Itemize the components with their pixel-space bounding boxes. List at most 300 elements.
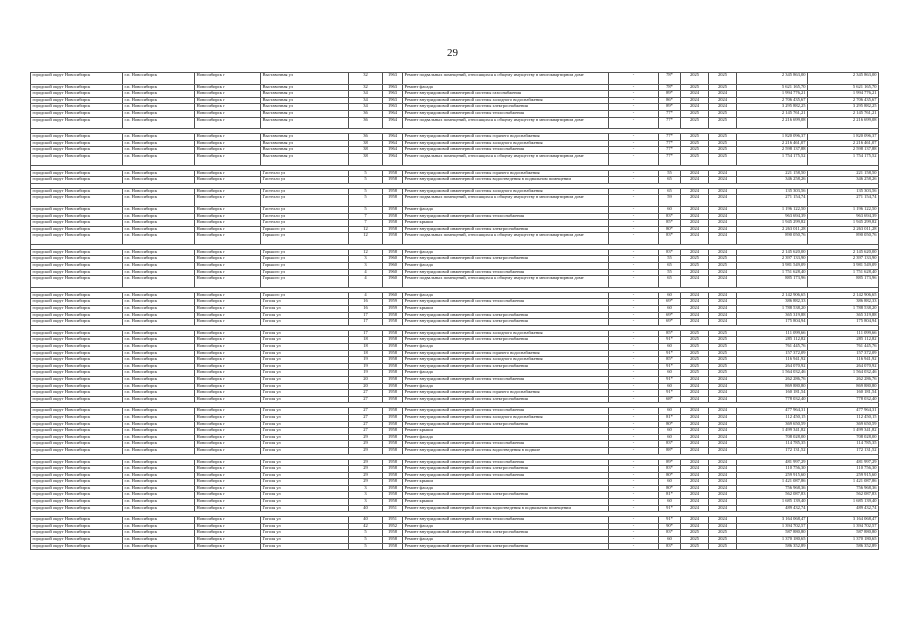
year-built-cell: 1958 <box>383 206 403 213</box>
street-cell: Выставочная ул <box>261 104 349 111</box>
locality-cell: Новосибирск г <box>195 421 261 428</box>
total-cost-cell: 285 112,82 <box>808 337 879 344</box>
cost-cell: 477 964,31 <box>737 408 808 415</box>
locality-cell: Новосибирск г <box>195 249 261 256</box>
work-type-cell: Ремонт подвальных помещений, относящихся к общему имуществу в многоквартирном доме <box>403 73 609 85</box>
cost-cell: 2 598 137,88 <box>737 147 808 154</box>
year-built-cell: 1960 <box>383 256 403 263</box>
cost-cell: 2 345 863,00 <box>737 73 808 85</box>
house-number-cell: 3 <box>349 263 383 270</box>
year-built-cell: 1958 <box>383 213 403 220</box>
table-row <box>31 213 879 220</box>
end-year-cell: 2024 <box>709 376 737 383</box>
house-number-cell: 29 <box>349 479 383 486</box>
total-cost-cell: 1 421 087,86 <box>808 479 879 486</box>
wear-percent-cell: 90* <box>659 523 681 530</box>
locality-cell: Новосибирск г <box>195 357 261 364</box>
year-built-cell: 1958 <box>383 177 403 184</box>
house-number-cell: 5 <box>349 537 383 544</box>
table-row <box>31 414 879 421</box>
table-row <box>31 292 879 299</box>
year-built-cell: 1958 <box>383 492 403 499</box>
locality-cell: Новосибирск г <box>195 485 261 492</box>
cost-cell: 481 997,29 <box>737 459 808 466</box>
settlement-cell: г.п. Новосибирск <box>123 396 195 403</box>
end-year-cell: 2024 <box>709 306 737 313</box>
wear-percent-cell: 60 <box>659 499 681 506</box>
house-number-cell: 3 <box>349 499 383 506</box>
street-cell: Горького ул <box>261 233 349 245</box>
end-year-cell: 2025 <box>709 110 737 117</box>
cost-cell: 160 181,54 <box>737 390 808 397</box>
cost-cell: 1 994 776,21 <box>737 91 808 98</box>
total-cost-cell: 111 099,66 <box>808 330 879 337</box>
table-row <box>31 434 879 441</box>
end-year-cell: 2025 <box>709 140 737 147</box>
year-built-cell: 1959 <box>383 299 403 306</box>
settlement-cell: г.п. Новосибирск <box>123 97 195 104</box>
year-built-cell: 1958 <box>383 220 403 227</box>
start-year-cell: 2024 <box>681 312 709 319</box>
locality-cell: Новосибирск г <box>195 84 261 91</box>
municipality-cell: городской округ Новосибирск <box>31 517 123 524</box>
start-year-cell: 2024 <box>681 376 709 383</box>
work-type-cell: Ремонт внутридомовой инженерной системы электроснабжения <box>403 337 609 344</box>
settlement-cell: г.п. Новосибирск <box>123 91 195 98</box>
year-built-cell: 1963 <box>383 91 403 98</box>
settlement-cell: г.п. Новосибирск <box>123 447 195 454</box>
total-cost-cell: 890 050,76 <box>808 233 879 245</box>
total-cost-cell: 114 785,35 <box>808 441 879 448</box>
total-cost-cell: 1 370 180,65 <box>808 537 879 544</box>
dash-cell: - <box>609 376 659 383</box>
year-built-cell: 1964 <box>383 147 403 154</box>
cost-cell: 963 694,39 <box>737 213 808 220</box>
settlement-cell: г.п. Новосибирск <box>123 195 195 207</box>
dash-cell: - <box>609 390 659 397</box>
total-cost-cell: 2 216 699,08 <box>808 117 879 129</box>
total-cost-cell: 1 788 538,20 <box>808 306 879 313</box>
settlement-cell: г.п. Новосибирск <box>123 188 195 195</box>
house-number-cell: 18 <box>349 337 383 344</box>
house-number-cell: 27 <box>349 390 383 397</box>
start-year-cell: 2024 <box>681 213 709 220</box>
locality-cell: Новосибирск г <box>195 363 261 370</box>
municipality-cell: городской округ Новосибирск <box>31 396 123 403</box>
end-year-cell: 2025 <box>709 263 737 270</box>
start-year-cell: 2024 <box>681 428 709 435</box>
start-year-cell: 2024 <box>681 441 709 448</box>
settlement-cell: г.п. Новосибирск <box>123 337 195 344</box>
cost-cell: 3 164 068,47 <box>737 517 808 524</box>
street-cell: Горького ул <box>261 292 349 299</box>
house-number-cell: 4 <box>349 269 383 276</box>
work-type-cell: Ремонт внутридомовой инженерной системы теплоснабжения <box>403 299 609 306</box>
settlement-cell: г.п. Новосибирск <box>123 140 195 147</box>
street-cell: Горького ул <box>261 226 349 233</box>
cost-cell: 708 028,00 <box>737 434 808 441</box>
dash-cell: - <box>609 73 659 85</box>
municipality-cell: городской округ Новосибирск <box>31 256 123 263</box>
street-cell: Горького ул <box>261 256 349 263</box>
municipality-cell: городской округ Новосибирск <box>31 523 123 530</box>
start-year-cell: 2025 <box>681 140 709 147</box>
year-built-cell: 1958 <box>383 376 403 383</box>
wear-percent-cell: 55 <box>659 170 681 177</box>
cost-cell: 111 099,66 <box>737 330 808 337</box>
wear-percent-cell: 91* <box>659 350 681 357</box>
locality-cell: Новосибирск г <box>195 117 261 129</box>
house-number-cell: 12 <box>349 226 383 233</box>
settlement-cell: г.п. Новосибирск <box>123 370 195 377</box>
table-row <box>31 376 879 383</box>
house-number-cell: 19 <box>349 363 383 370</box>
locality-cell: Новосибирск г <box>195 263 261 270</box>
table-row <box>31 312 879 319</box>
end-year-cell: 2025 <box>709 363 737 370</box>
dash-cell: - <box>609 337 659 344</box>
house-number-cell: 17 <box>349 312 383 319</box>
year-built-cell: 1958 <box>383 195 403 207</box>
street-cell: Гоголя ул <box>261 330 349 337</box>
street-cell: Гоголя ул <box>261 344 349 351</box>
wear-percent-cell: 83* <box>659 233 681 245</box>
start-year-cell: 2024 <box>681 408 709 415</box>
wear-percent-cell: 65 <box>659 188 681 195</box>
house-number-cell: 4 <box>349 276 383 288</box>
table-row <box>31 306 879 313</box>
house-number-cell: 17 <box>349 330 383 337</box>
table-row <box>31 479 879 486</box>
dash-cell: - <box>609 434 659 441</box>
wear-percent-cell: 80* <box>659 472 681 479</box>
municipality-cell: городской округ Новосибирск <box>31 530 123 537</box>
municipality-cell: городской округ Новосибирск <box>31 434 123 441</box>
municipality-cell: городской округ Новосибирск <box>31 188 123 195</box>
work-type-cell: Ремонт внутридомовой инженерной системы газоснабжения <box>403 91 609 98</box>
total-cost-cell: 3 981 549,09 <box>808 263 879 270</box>
dash-cell: - <box>609 110 659 117</box>
cost-cell: 2 145 620,00 <box>737 249 808 256</box>
total-cost-cell: 1 994 776,21 <box>808 91 879 98</box>
locality-cell: Новосибирск г <box>195 319 261 326</box>
street-cell: Гоголя ул <box>261 523 349 530</box>
start-year-cell: 2024 <box>681 499 709 506</box>
locality-cell: Новосибирск г <box>195 153 261 165</box>
total-cost-cell: 346 258,26 <box>808 177 879 184</box>
settlement-cell: г.п. Новосибирск <box>123 220 195 227</box>
locality-cell: Новосибирск г <box>195 306 261 313</box>
total-cost-cell: 264 070,92 <box>808 363 879 370</box>
work-type-cell: Ремонт подвальных помещений, относящихся к общему имуществу в многоквартирном доме <box>403 117 609 129</box>
year-built-cell: 1958 <box>383 530 403 537</box>
total-cost-cell: 963 694,39 <box>808 213 879 220</box>
table-row <box>31 543 879 550</box>
start-year-cell: 2025 <box>681 134 709 141</box>
start-year-cell: 2025 <box>681 337 709 344</box>
table-body <box>31 73 879 550</box>
municipality-cell: городской округ Новосибирск <box>31 306 123 313</box>
cost-cell: 262 286,76 <box>737 376 808 383</box>
house-number-cell: 34 <box>349 97 383 104</box>
cost-cell: 1 788 538,20 <box>737 306 808 313</box>
cost-cell: 285 112,82 <box>737 337 808 344</box>
work-type-cell: Ремонт внутридомовой инженерной системы электроснабжения <box>403 396 609 403</box>
year-built-cell: 1958 <box>383 188 403 195</box>
table-row <box>31 263 879 270</box>
year-built-cell: 1958 <box>383 479 403 486</box>
dash-cell: - <box>609 344 659 351</box>
table-row <box>31 537 879 544</box>
work-type-cell: Ремонт внутридомовой инженерной системы холодного водоснабжения <box>403 330 609 337</box>
street-cell: Гоголя ул <box>261 428 349 435</box>
street-cell: Гастелло ул <box>261 206 349 213</box>
work-type-cell: Ремонт фасада <box>403 344 609 351</box>
table-row <box>31 330 879 337</box>
wear-percent-cell: 60 <box>659 206 681 213</box>
end-year-cell: 2024 <box>709 466 737 473</box>
end-year-cell: 2025 <box>709 357 737 364</box>
wear-percent-cell: 77* <box>659 147 681 154</box>
end-year-cell: 2024 <box>709 170 737 177</box>
municipality-cell: городской округ Новосибирск <box>31 276 123 288</box>
start-year-cell: 2025 <box>681 84 709 91</box>
work-type-cell: Ремонт подвальных помещений, относящихся к общему имуществу в многоквартирном доме <box>403 153 609 165</box>
start-year-cell: 2025 <box>681 117 709 129</box>
work-type-cell: Ремонт крыши <box>403 499 609 506</box>
end-year-cell: 2025 <box>709 134 737 141</box>
cost-cell: 157 372,09 <box>737 350 808 357</box>
dash-cell: - <box>609 220 659 227</box>
start-year-cell: 2025 <box>681 330 709 337</box>
municipality-cell: городской округ Новосибирск <box>31 213 123 220</box>
year-built-cell: 1958 <box>383 357 403 364</box>
work-type-cell: Ремонт фасада <box>403 537 609 544</box>
cost-cell: 346 258,26 <box>737 177 808 184</box>
street-cell: Гоголя ул <box>261 390 349 397</box>
house-number-cell: 36 <box>349 110 383 117</box>
settlement-cell: г.п. Новосибирск <box>123 523 195 530</box>
dash-cell: - <box>609 84 659 91</box>
end-year-cell: 2025 <box>709 117 737 129</box>
locality-cell: Новосибирск г <box>195 434 261 441</box>
work-type-cell: Ремонт фасада <box>403 263 609 270</box>
year-built-cell: 1963 <box>383 84 403 91</box>
start-year-cell: 2025 <box>681 344 709 351</box>
start-year-cell: 2024 <box>681 269 709 276</box>
street-cell: Гоголя ул <box>261 319 349 326</box>
house-number-cell: 38 <box>349 147 383 154</box>
settlement-cell: г.п. Новосибирск <box>123 269 195 276</box>
street-cell: Гоголя ул <box>261 357 349 364</box>
locality-cell: Новосибирск г <box>195 73 261 85</box>
total-cost-cell: 2 145 761,21 <box>808 110 879 117</box>
municipality-cell: городской округ Новосибирск <box>31 466 123 473</box>
house-number-cell: 27 <box>349 408 383 415</box>
start-year-cell: 2025 <box>681 370 709 377</box>
municipality-cell: городской округ Новосибирск <box>31 269 123 276</box>
end-year-cell: 2025 <box>709 153 737 165</box>
municipality-cell: городской округ Новосибирск <box>31 337 123 344</box>
total-cost-cell: 1 196 122,50 <box>808 206 879 213</box>
municipality-cell: городской округ Новосибирск <box>31 408 123 415</box>
street-cell: Гастелло ул <box>261 177 349 184</box>
end-year-cell: 2025 <box>709 330 737 337</box>
table-row <box>31 110 879 117</box>
cost-cell: 271 154,74 <box>737 195 808 207</box>
municipality-cell: городской округ Новосибирск <box>31 147 123 154</box>
house-number-cell: 27 <box>349 414 383 421</box>
locality-cell: Новосибирск г <box>195 344 261 351</box>
total-cost-cell: 1 820 096,37 <box>808 134 879 141</box>
end-year-cell: 2024 <box>709 499 737 506</box>
year-built-cell: 1952 <box>383 523 403 530</box>
settlement-cell: г.п. Новосибирск <box>123 170 195 177</box>
street-cell: Горького ул <box>261 263 349 270</box>
table-row <box>31 337 879 344</box>
dash-cell: - <box>609 383 659 390</box>
wear-percent-cell: 83* <box>659 441 681 448</box>
locality-cell: Новосибирск г <box>195 110 261 117</box>
table-row <box>31 447 879 454</box>
street-cell: Выставочная ул <box>261 117 349 129</box>
locality-cell: Новосибирск г <box>195 233 261 245</box>
settlement-cell: г.п. Новосибирск <box>123 319 195 326</box>
municipality-cell: городской округ Новосибирск <box>31 91 123 98</box>
house-number-cell: 34 <box>349 104 383 111</box>
table-row <box>31 421 879 428</box>
settlement-cell: г.п. Новосибирск <box>123 84 195 91</box>
dash-cell: - <box>609 306 659 313</box>
end-year-cell: 2025 <box>709 543 737 550</box>
locality-cell: Новосибирск г <box>195 441 261 448</box>
cost-cell: 3 981 549,09 <box>737 263 808 270</box>
house-number-cell: 5 <box>349 170 383 177</box>
table-row <box>31 505 879 512</box>
municipality-cell: городской округ Новосибирск <box>31 110 123 117</box>
end-year-cell: 2024 <box>709 383 737 390</box>
house-number-cell: 29 <box>349 441 383 448</box>
municipality-cell: городской округ Новосибирск <box>31 84 123 91</box>
municipality-cell: городской округ Новосибирск <box>31 479 123 486</box>
cost-cell: 869 880,80 <box>737 383 808 390</box>
work-type-cell: Ремонт подвальных помещений, относящихся к общему имуществу в многоквартирном доме <box>403 195 609 207</box>
settlement-cell: г.п. Новосибирск <box>123 104 195 111</box>
street-cell: Горького ул <box>261 249 349 256</box>
total-cost-cell: 2 397 133,90 <box>808 256 879 263</box>
year-built-cell: 1964 <box>383 110 403 117</box>
locality-cell: Новосибирск г <box>195 140 261 147</box>
cost-cell: 1 370 180,65 <box>737 537 808 544</box>
start-year-cell: 2024 <box>681 97 709 104</box>
street-cell: Гоголя ул <box>261 363 349 370</box>
street-cell: Гоголя ул <box>261 337 349 344</box>
locality-cell: Новосибирск г <box>195 543 261 550</box>
municipality-cell: городской округ Новосибирск <box>31 153 123 165</box>
municipality-cell: городской округ Новосибирск <box>31 73 123 85</box>
start-year-cell: 2024 <box>681 434 709 441</box>
street-cell: Гастелло ул <box>261 170 349 177</box>
table-row <box>31 170 879 177</box>
dash-cell: - <box>609 441 659 448</box>
house-number-cell: 27 <box>349 421 383 428</box>
cost-cell: 110 756,30 <box>737 466 808 473</box>
table-row <box>31 299 879 306</box>
year-built-cell: 1958 <box>383 543 403 550</box>
municipality-cell: городской округ Новосибирск <box>31 226 123 233</box>
street-cell: Гоголя ул <box>261 517 349 524</box>
work-type-cell: Ремонт внутридомовой инженерной системы электроснабжения <box>403 530 609 537</box>
municipality-cell: городской округ Новосибирск <box>31 499 123 506</box>
dash-cell: - <box>609 213 659 220</box>
start-year-cell: 2025 <box>681 263 709 270</box>
street-cell: Гастелло ул <box>261 188 349 195</box>
table-row <box>31 485 879 492</box>
wear-percent-cell: 83* <box>659 543 681 550</box>
end-year-cell: 2024 <box>709 492 737 499</box>
house-number-cell: 5 <box>349 177 383 184</box>
settlement-cell: г.п. Новосибирск <box>123 233 195 245</box>
work-type-cell: Ремонт крыши <box>403 306 609 313</box>
settlement-cell: г.п. Новосибирск <box>123 363 195 370</box>
total-cost-cell: 157 372,09 <box>808 350 879 357</box>
work-type-cell: Ремонт фасада <box>403 292 609 299</box>
dash-cell: - <box>609 472 659 479</box>
cost-cell: 1 564 032,46 <box>737 370 808 377</box>
municipality-cell: городской округ Новосибирск <box>31 505 123 512</box>
house-number-cell: 29 <box>349 466 383 473</box>
table-row <box>31 195 879 207</box>
street-cell: Гоголя ул <box>261 537 349 544</box>
year-built-cell: 1958 <box>383 312 403 319</box>
settlement-cell: г.п. Новосибирск <box>123 299 195 306</box>
street-cell: Гоголя ул <box>261 350 349 357</box>
municipality-cell: городской округ Новосибирск <box>31 220 123 227</box>
wear-percent-cell: 55 <box>659 256 681 263</box>
wear-percent-cell: 77* <box>659 134 681 141</box>
house-number-cell: 5 <box>349 188 383 195</box>
work-type-cell: Ремонт фасада <box>403 249 609 256</box>
house-number-cell: 5 <box>349 206 383 213</box>
house-number-cell: 18 <box>349 350 383 357</box>
start-year-cell: 2024 <box>681 292 709 299</box>
work-type-cell: Ремонт внутридомовой инженерной системы электроснабжения <box>403 256 609 263</box>
end-year-cell: 2024 <box>709 188 737 195</box>
dash-cell: - <box>609 370 659 377</box>
table-row <box>31 117 879 129</box>
street-cell: Горького ул <box>261 269 349 276</box>
cost-cell: 1 820 096,37 <box>737 134 808 141</box>
settlement-cell: г.п. Новосибирск <box>123 344 195 351</box>
wear-percent-cell: 81* <box>659 492 681 499</box>
house-number-cell: 29 <box>349 459 383 466</box>
work-type-cell: Ремонт внутридомовой инженерной системы холодного водоснабжения <box>403 357 609 364</box>
house-number-cell: 38 <box>349 153 383 165</box>
settlement-cell: г.п. Новосибирск <box>123 292 195 299</box>
locality-cell: Новосибирск г <box>195 147 261 154</box>
municipality-cell: городской округ Новосибирск <box>31 447 123 454</box>
dash-cell: - <box>609 299 659 306</box>
year-built-cell: 1958 <box>383 390 403 397</box>
settlement-cell: г.п. Новосибирск <box>123 408 195 415</box>
wear-percent-cell: 60 <box>659 383 681 390</box>
settlement-cell: г.п. Новосибирск <box>123 256 195 263</box>
end-year-cell: 2024 <box>709 312 737 319</box>
locality-cell: Новосибирск г <box>195 269 261 276</box>
dash-cell: - <box>609 505 659 512</box>
dash-cell: - <box>609 312 659 319</box>
cost-cell: 135 303,56 <box>737 188 808 195</box>
